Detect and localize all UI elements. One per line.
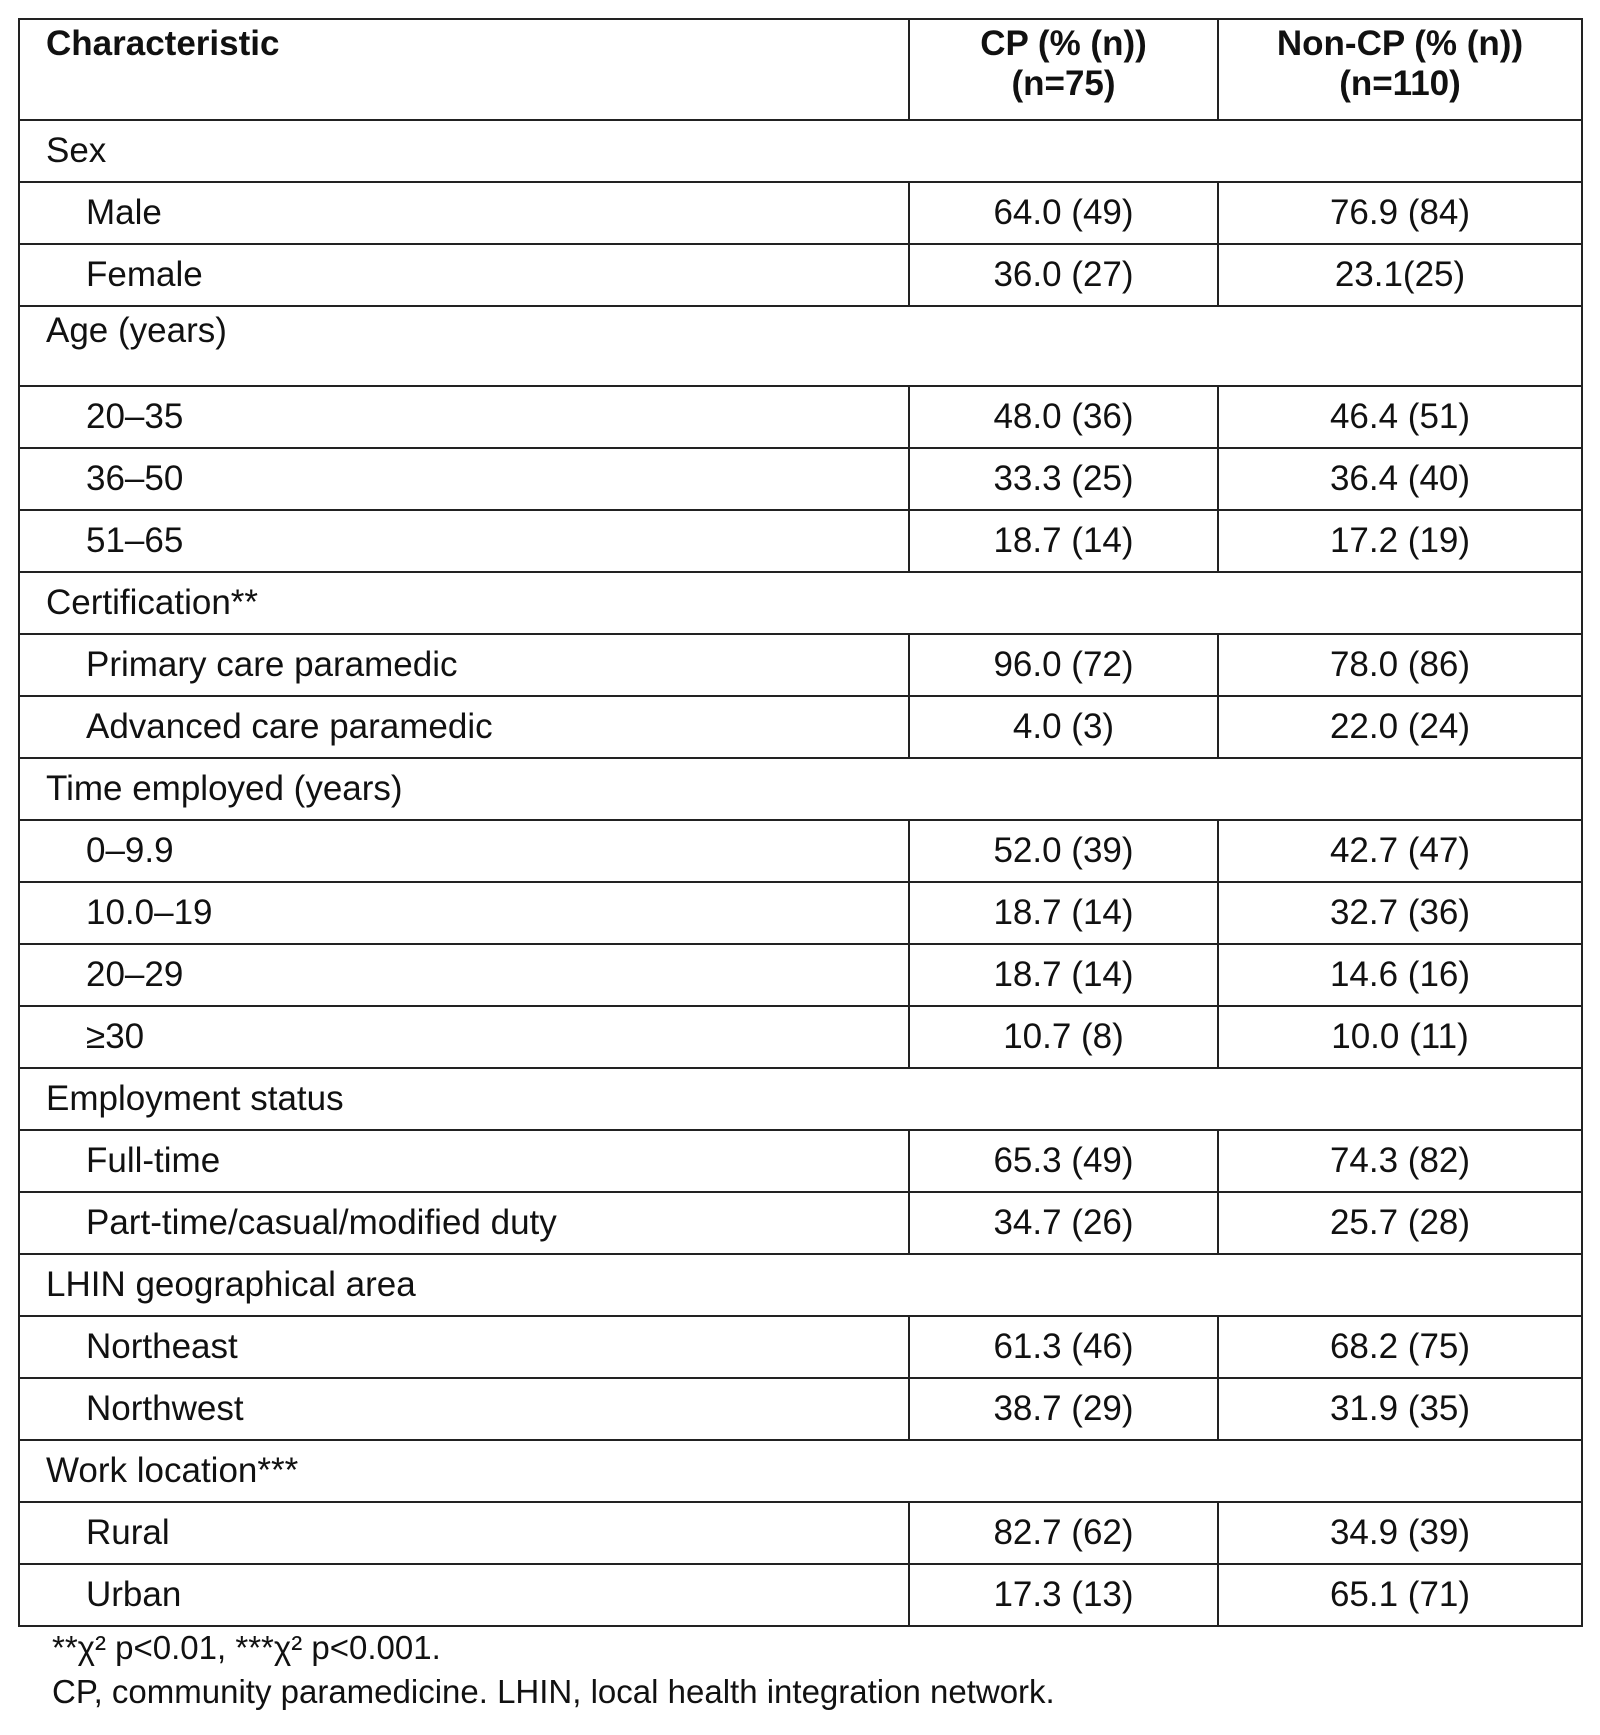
table-row [19,1130,1582,1192]
cp-value: 18.7 (14) [909,944,1218,1006]
noncp-value: 65.1 (71) [1218,1564,1582,1626]
cp-value: 33.3 (25) [909,448,1218,510]
table-row [19,1564,1582,1626]
section-label: Employment status [19,1068,909,1130]
section-row [19,1440,1582,1502]
noncp-value: 36.4 (40) [1218,448,1582,510]
row-label: Northeast [19,1316,909,1378]
empty-cell [909,306,1218,386]
table-row [19,1316,1582,1378]
table-row [19,944,1582,1006]
cp-value: 64.0 (49) [909,182,1218,244]
row-label: Urban [19,1564,909,1626]
empty-cell [909,1068,1218,1130]
section-label: Work location*** [19,1440,909,1502]
cp-value: 36.0 (27) [909,244,1218,306]
empty-cell [1218,306,1582,386]
row-label: Advanced care paramedic [19,696,909,758]
noncp-value: 31.9 (35) [1218,1378,1582,1440]
footnote-significance: **χ² p<0.01, ***χ² p<0.001. [52,1629,441,1666]
empty-cell [909,758,1218,820]
noncp-value: 76.9 (84) [1218,182,1582,244]
table-row [19,448,1582,510]
cp-value: 18.7 (14) [909,510,1218,572]
cp-value: 10.7 (8) [909,1006,1218,1068]
noncp-value: 32.7 (36) [1218,882,1582,944]
header-noncp-line2: (n=110) [1339,64,1461,103]
noncp-value: 46.4 (51) [1218,386,1582,448]
row-label: 0–9.9 [19,820,909,882]
section-label: Age (years) [19,306,909,386]
noncp-value: 42.7 (47) [1218,820,1582,882]
row-label: Rural [19,1502,909,1564]
cp-value: 17.3 (13) [909,1564,1218,1626]
row-label: Part-time/casual/modified duty [19,1192,909,1254]
section-row [19,1254,1582,1316]
empty-cell [909,1440,1218,1502]
cp-value: 65.3 (49) [909,1130,1218,1192]
section-row [19,572,1582,634]
table-row [19,820,1582,882]
table-row [19,510,1582,572]
header-cp-line2: (n=75) [1011,64,1116,103]
table-row [19,1006,1582,1068]
table-row [19,1502,1582,1564]
table-row [19,244,1582,306]
noncp-value: 23.1(25) [1218,244,1582,306]
empty-cell [1218,1254,1582,1316]
cp-value: 82.7 (62) [909,1502,1218,1564]
table-row [19,696,1582,758]
section-label: Certification** [19,572,909,634]
table-header-row [19,19,1582,120]
empty-cell [909,1254,1218,1316]
cp-value: 96.0 (72) [909,634,1218,696]
noncp-value: 22.0 (24) [1218,696,1582,758]
row-label: Male [19,182,909,244]
noncp-value: 10.0 (11) [1218,1006,1582,1068]
cp-value: 61.3 (46) [909,1316,1218,1378]
header-cp [909,19,1218,120]
section-row [19,1068,1582,1130]
row-label: Full-time [19,1130,909,1192]
header-cp-line1: CP (% (n)) [980,24,1147,63]
row-label: Primary care paramedic [19,634,909,696]
section-row [19,758,1582,820]
cp-value: 48.0 (36) [909,386,1218,448]
noncp-value: 78.0 (86) [1218,634,1582,696]
section-row [19,120,1582,182]
row-label: ≥30 [19,1006,909,1068]
row-label: 20–29 [19,944,909,1006]
cp-value: 4.0 (3) [909,696,1218,758]
table-row [19,1192,1582,1254]
section-row [19,306,1582,386]
row-label: 20–35 [19,386,909,448]
row-label: 51–65 [19,510,909,572]
noncp-value: 14.6 (16) [1218,944,1582,1006]
cp-value: 34.7 (26) [909,1192,1218,1254]
noncp-value: 68.2 (75) [1218,1316,1582,1378]
section-label: Time employed (years) [19,758,909,820]
row-label: 36–50 [19,448,909,510]
empty-cell [909,120,1218,182]
row-label: Female [19,244,909,306]
table-row [19,634,1582,696]
row-label: Northwest [19,1378,909,1440]
noncp-value: 25.7 (28) [1218,1192,1582,1254]
header-noncp [1218,19,1582,120]
empty-cell [1218,1440,1582,1502]
empty-cell [909,572,1218,634]
noncp-value: 17.2 (19) [1218,510,1582,572]
table-row [19,1378,1582,1440]
cp-value: 52.0 (39) [909,820,1218,882]
footnote-abbreviations: CP, community paramedicine. LHIN, local health integration network. [52,1673,1055,1710]
cp-value: 18.7 (14) [909,882,1218,944]
table-row [19,386,1582,448]
footnotes [52,1626,1055,1714]
table-row [19,882,1582,944]
empty-cell [1218,120,1582,182]
noncp-value: 74.3 (82) [1218,1130,1582,1192]
table-row [19,182,1582,244]
section-label: LHIN geographical area [19,1254,909,1316]
characteristics-table [18,18,1583,1627]
header-noncp-line1: Non-CP (% (n)) [1276,24,1524,63]
row-label: 10.0–19 [19,882,909,944]
cp-value: 38.7 (29) [909,1378,1218,1440]
table-body [19,120,1582,1626]
header-characteristic: Characteristic [19,19,909,120]
empty-cell [1218,572,1582,634]
empty-cell [1218,758,1582,820]
empty-cell [1218,1068,1582,1130]
section-label: Sex [19,120,909,182]
noncp-value: 34.9 (39) [1218,1502,1582,1564]
